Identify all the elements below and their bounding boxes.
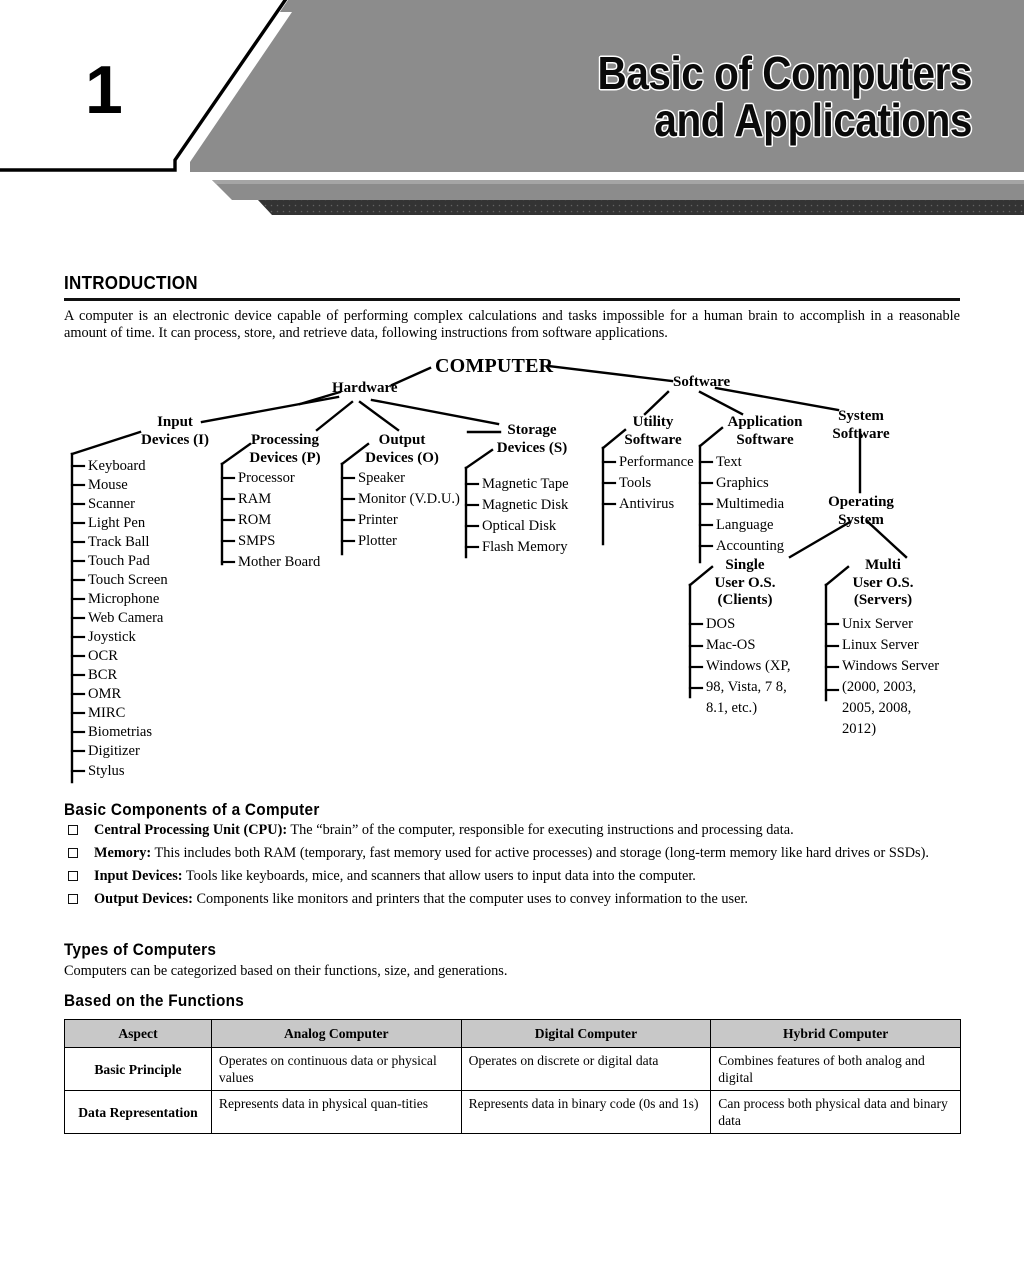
tree-leaf: Mac-OS — [706, 637, 756, 653]
chapter-number: 1 — [85, 52, 122, 128]
tree-leaf: Antivirus — [619, 496, 675, 512]
tree-leaf: Language — [716, 517, 774, 533]
tree-node-application-software: Application Software — [727, 414, 803, 448]
tree-leaf: ROM — [238, 512, 272, 528]
tree-leaf: Light Pen — [88, 515, 146, 531]
functions-comparison-table — [64, 1019, 961, 1134]
tree-leaf: 98, Vista, 7 8, — [706, 679, 787, 695]
square-bullet-icon — [68, 894, 78, 904]
tree-node-single-user-os: Single User O.S. (Clients) — [714, 557, 776, 608]
chapter-title-line2: and Applications — [654, 94, 972, 146]
introduction-heading: INTRODUCTION — [64, 272, 198, 293]
tree-leaf: Track Ball — [88, 534, 150, 550]
tree-leaf: Magnetic Tape — [482, 476, 569, 492]
tree-leaf: RAM — [238, 491, 272, 507]
list-item-term: Central Processing Unit (CPU): — [94, 822, 288, 838]
list-item-desc: Components like monitors and printers that the computer uses to convey information to the user. — [192, 891, 748, 908]
table-header-cell: Analog Computer — [211, 1020, 461, 1048]
tree-leaf: Printer — [358, 512, 398, 528]
tree-leaf: Touch Pad — [88, 553, 150, 569]
tree-leaf: Touch Screen — [88, 572, 168, 588]
components-heading: Basic Components of a Computer — [64, 801, 320, 819]
tree-leaf: (2000, 2003, — [842, 679, 917, 695]
list-item-desc: Tools like keyboards, mice, and scanners that allow users to input data into the computer. — [182, 868, 696, 885]
tree-leaf: Tools — [619, 475, 652, 491]
table-cell-digital: Operates on discrete or digital data — [461, 1048, 711, 1091]
table-cell-aspect: Basic Principle — [65, 1048, 212, 1091]
tree-leaf: Joystick — [88, 629, 136, 645]
list-item — [64, 891, 964, 909]
tree-leaf: Monitor (V.D.U.) — [358, 491, 460, 507]
square-bullet-icon — [68, 871, 78, 881]
tree-leaf: Accounting — [716, 538, 785, 554]
table-header-cell: Aspect — [65, 1020, 212, 1048]
tree-leaf: Plotter — [358, 533, 397, 549]
tree-node-software: Software — [673, 374, 731, 390]
tree-leaf: BCR — [88, 667, 118, 683]
square-bullet-icon — [68, 848, 78, 858]
tree-leaf: Unix Server — [842, 616, 913, 632]
list-item-desc: This includes both RAM (temporary, fast memory used for active processes) and storage (long-term memory like hard drives or SSDs). — [151, 845, 929, 862]
tree-leaf: Linux Server — [842, 637, 919, 653]
tree-root-computer: COMPUTER — [435, 355, 554, 377]
table-cell-digital: Represents data in binary code (0s and 1s) — [461, 1091, 711, 1134]
tree-node-system-software: System Software — [832, 408, 890, 442]
tree-node-processing-devices: Processing Devices (P) — [249, 432, 321, 466]
components-list — [64, 822, 964, 914]
table-header-cell: Digital Computer — [461, 1020, 711, 1048]
tree-node-output-devices: Output Devices (O) — [365, 432, 439, 466]
chapter-banner — [0, 0, 1024, 215]
tree-leaf: MIRC — [88, 705, 126, 721]
tree-leaf: Stylus — [88, 763, 125, 779]
tree-leaf: DOS — [706, 616, 736, 632]
tree-node-input-devices: Input Devices (I) — [141, 414, 209, 448]
tree-leaf: Mother Board — [238, 554, 321, 570]
tree-leaf: Microphone — [88, 591, 160, 607]
tree-leaf: Multimedia — [716, 496, 785, 512]
tree-leaf: Flash Memory — [482, 539, 568, 555]
introduction-paragraph: A computer is an electronic device capable of performing complex calculations and tasks impossible for a human brain to accomplish in a reasonable amount of time. It can process, store, and retrieve data, following instructions from software applications. — [64, 308, 960, 342]
list-item-term: Output Devices: — [94, 891, 193, 908]
tree-leaf: OCR — [88, 648, 119, 664]
chapter-title — [374, 47, 972, 146]
tree-leaf: SMPS — [238, 533, 276, 549]
tree-leaf: Text — [716, 454, 742, 470]
list-item-term: Memory: — [94, 845, 152, 862]
tree-leaf: Web Camera — [88, 610, 164, 626]
table-cell-hybrid: Can process both physical data and binary data — [711, 1091, 961, 1134]
tree-leaf: Digitizer — [88, 743, 140, 759]
tree-leaf: OMR — [88, 686, 122, 702]
tree-leaf: 2012) — [842, 721, 877, 737]
tree-leaf: Windows (XP, — [706, 658, 791, 674]
table-cell-hybrid: Combines features of both analog and digital — [711, 1048, 961, 1091]
types-heading: Types of Computers — [64, 941, 217, 959]
tree-leaf: Processor — [238, 470, 295, 486]
table-header-cell: Hybrid Computer — [711, 1020, 961, 1048]
list-item-term: Input Devices: — [94, 868, 183, 885]
list-item — [64, 868, 964, 886]
chapter-title-line1: Basic of Computers — [597, 47, 972, 99]
tree-leaf: Biometrias — [88, 724, 153, 740]
tree-leaf: 2005, 2008, — [842, 700, 912, 716]
tree-leaf: Keyboard — [88, 458, 146, 474]
tree-leaf: Graphics — [716, 475, 769, 491]
tree-node-utility-software: Utility Software — [624, 414, 682, 448]
tree-node-operating-system: Operating System — [828, 494, 894, 528]
list-item — [64, 845, 964, 863]
tree-node-multi-user-os: Multi User O.S. (Servers) — [852, 557, 914, 608]
tree-leaf: Mouse — [88, 477, 128, 493]
tree-leaf: Optical Disk — [482, 518, 557, 534]
tree-leaf: Magnetic Disk — [482, 497, 569, 513]
introduction-rule — [64, 298, 960, 301]
square-bullet-icon — [68, 825, 78, 835]
types-paragraph: Computers can be categorized based on their functions, size, and generations. — [64, 963, 508, 979]
tree-node-storage-devices: Storage Devices (S) — [496, 422, 568, 456]
list-item-desc: The “brain” of the computer, responsible for executing instructions and processing data. — [287, 822, 794, 838]
table-row — [65, 1091, 961, 1134]
tree-leaf: Speaker — [358, 470, 406, 486]
table-cell-analog: Represents data in physical quan-tities — [211, 1091, 461, 1134]
types-subheading: Based on the Functions — [64, 992, 245, 1010]
table-cell-analog: Operates on continuous data or physical values — [211, 1048, 461, 1091]
tree-node-hardware: Hardware — [332, 380, 398, 396]
tree-leaf: Performance — [619, 454, 694, 470]
tree-leaf: Scanner — [88, 496, 136, 512]
list-item — [64, 822, 964, 840]
tree-leaf: Windows Server — [842, 658, 940, 674]
table-row — [65, 1048, 961, 1091]
table-header-row — [65, 1020, 961, 1048]
table-cell-aspect: Data Representation — [65, 1091, 212, 1134]
tree-leaf: 8.1, etc.) — [706, 700, 758, 716]
computer-classification-diagram — [0, 352, 1024, 792]
